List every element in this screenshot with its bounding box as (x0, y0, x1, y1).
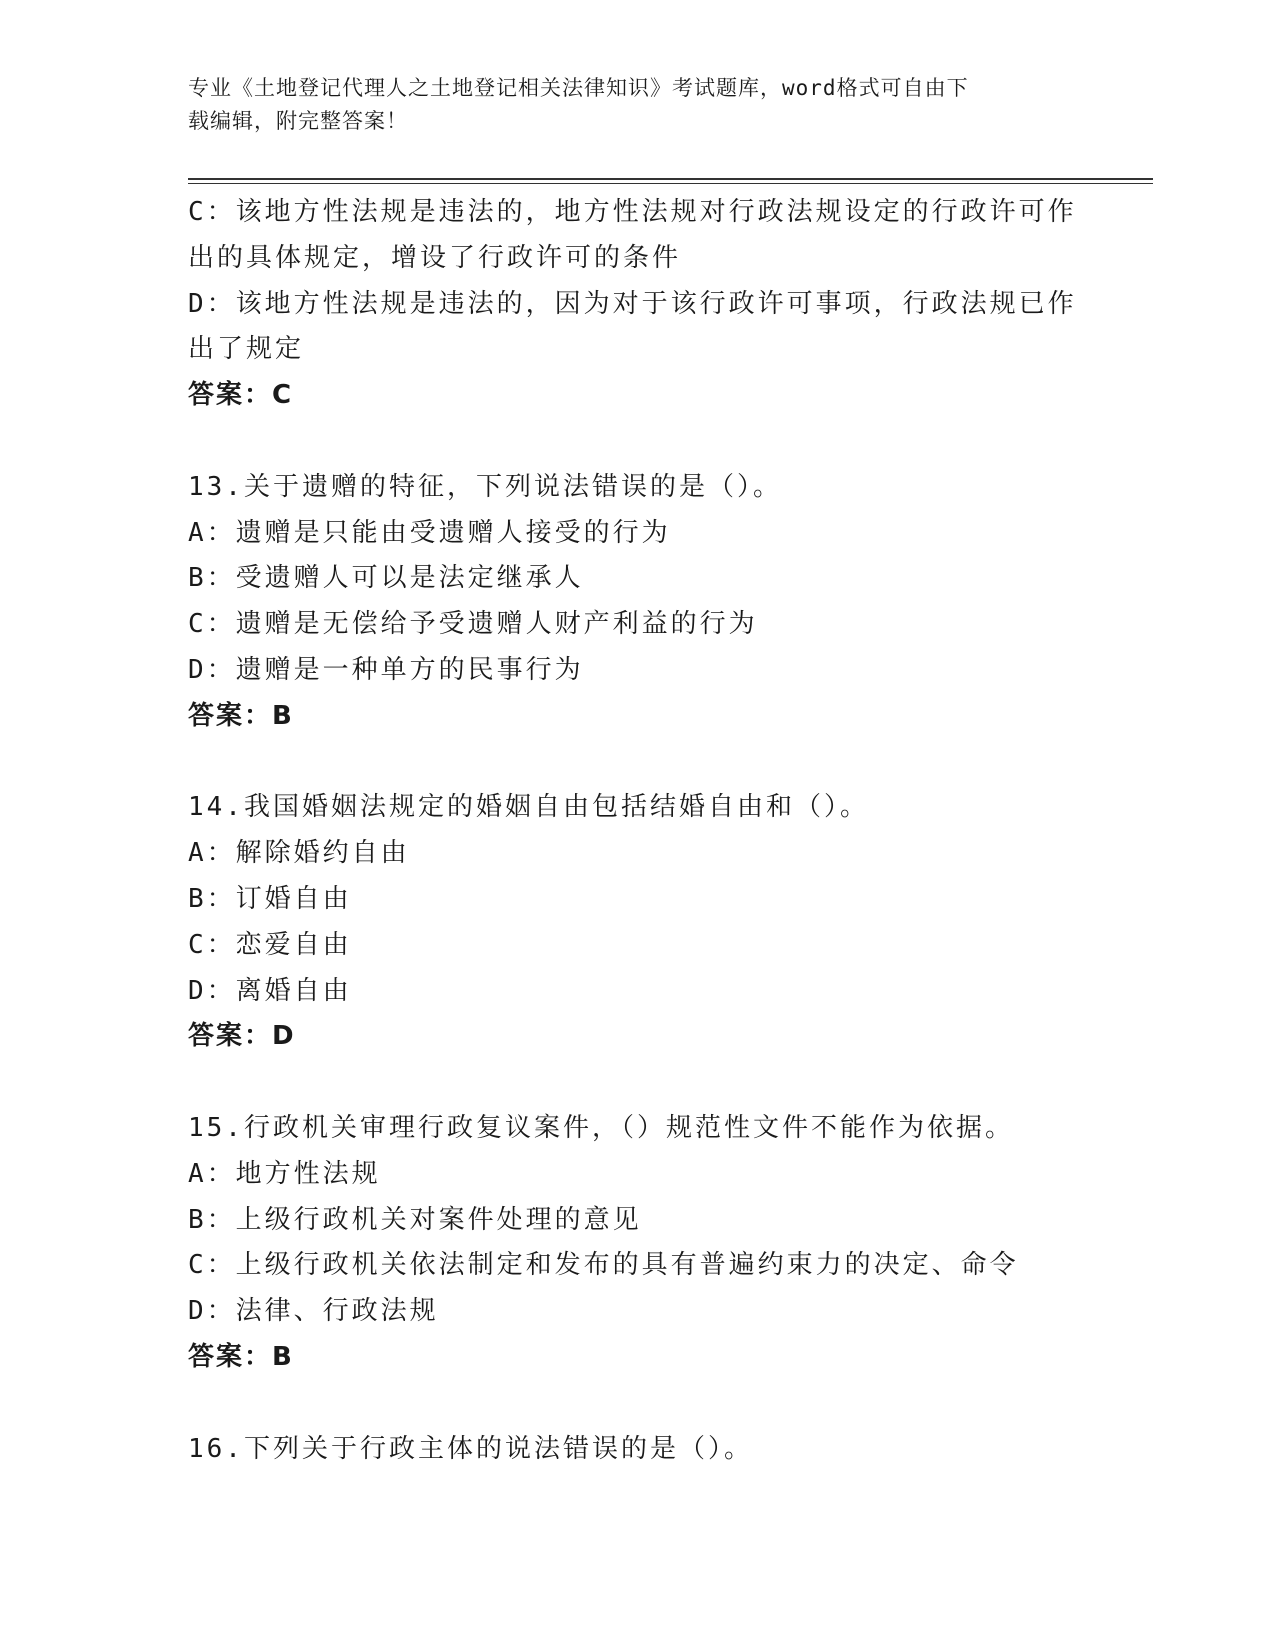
option-d: D：离婚自由 (188, 975, 352, 1006)
option-a: A：遗赠是只能由受遗赠人接受的行为 (188, 517, 671, 548)
option-d: D：遗赠是一种单方的民事行为 (188, 654, 584, 685)
spacer (188, 740, 1088, 786)
question-13-text: 13.关于遗赠的特征，下列说法错误的是（）。 (188, 471, 782, 502)
option-c: C：遗赠是无偿给予受遗赠人财产利益的行为 (188, 609, 758, 640)
option-a: A：解除婚约自由 (188, 838, 410, 869)
header-divider-thin (188, 183, 1153, 184)
document-header (188, 72, 1068, 138)
spacer (188, 419, 1088, 465)
header-line-1: 专业《土地登记代理人之土地登记相关法律知识》考试题库，word格式可自由下 (188, 76, 969, 100)
option-a: A：地方性法规 (188, 1158, 381, 1189)
question-list (188, 190, 1088, 1472)
option-c-line-2: 出的具体规定，增设了行政许可的条件 (188, 242, 682, 273)
question-16 (188, 1427, 1088, 1473)
answer-14: 答案：D (188, 1021, 296, 1052)
question-14-text: 14.我国婚姻法规定的婚姻自由包括结婚自由和（）。 (188, 792, 869, 823)
option-c: C：上级行政机关依法制定和发布的具有普遍约束力的决定、命令 (188, 1250, 1019, 1281)
question-15-text: 15.行政机关审理行政复议案件，（）规范性文件不能作为依据。 (188, 1112, 1014, 1143)
option-d: D：法律、行政法规 (188, 1296, 439, 1327)
question-14 (188, 785, 1088, 1060)
option-d-line-1: D：该地方性法规是违法的，因为对于该行政许可事项，行政法规已作 (188, 288, 1077, 319)
answer-13: 答案：B (188, 700, 294, 731)
option-b: B：受遗赠人可以是法定继承人 (188, 563, 584, 594)
header-line-2: 载编辑，附完整答案！ (188, 109, 408, 133)
question-12-continued (188, 190, 1088, 419)
option-d-line-2: 出了规定 (188, 334, 305, 365)
option-b: B：上级行政机关对案件处理的意见 (188, 1204, 642, 1235)
question-16-text: 16.下列关于行政主体的说法错误的是（）。 (188, 1433, 753, 1464)
question-13 (188, 465, 1088, 740)
header-divider-thick (188, 178, 1153, 180)
option-c: C：恋爱自由 (188, 929, 352, 960)
spacer (188, 1060, 1088, 1106)
answer-12: 答案：C (188, 380, 294, 411)
spacer (188, 1381, 1088, 1427)
option-b: B：订婚自由 (188, 883, 352, 914)
question-15 (188, 1106, 1088, 1381)
option-c-line-1: C：该地方性法规是违法的，地方性法规对行政法规设定的行政许可作 (188, 197, 1077, 227)
answer-15: 答案：B (188, 1341, 294, 1372)
